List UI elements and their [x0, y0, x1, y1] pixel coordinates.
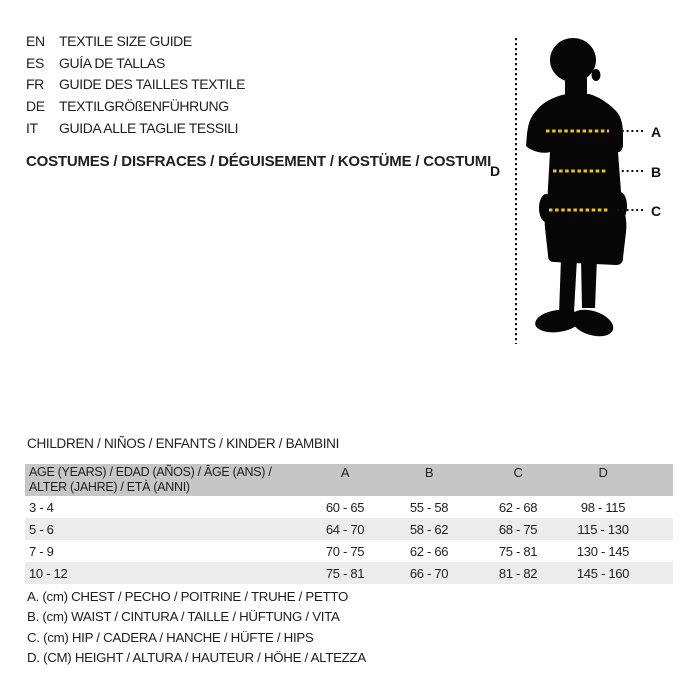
height-cell: 98 - 115: [580, 499, 626, 515]
list-item: [26, 53, 245, 75]
legend-height: D. (CM) HEIGHT / ALTURA / HAUTEUR / HÖHE / ALTEZZA: [27, 650, 366, 666]
chest-cell: 64 - 70: [325, 521, 365, 537]
left-leg: [559, 258, 577, 314]
size-table-header-row: [25, 464, 673, 496]
child-silhouette-diagram: [470, 18, 700, 352]
waist-cell: 55 - 58: [409, 499, 449, 515]
category-title: COSTUMES / DISFRACES / DÉGUISEMENT / KOSTÜME / COSTUMI: [26, 153, 492, 170]
age-column-header: [25, 464, 305, 496]
height-cell: 130 - 145: [576, 543, 630, 559]
list-item: [26, 96, 245, 118]
chest-cell: 60 - 65: [325, 499, 365, 515]
language-code: EN: [26, 33, 45, 49]
table-row: [25, 518, 673, 540]
age-header-line1: AGE (YEARS) / EDAD (AÑOS) / ÂGE (ANS) /: [29, 465, 272, 479]
age-cell: 7 - 9: [29, 543, 54, 559]
column-header-d: D: [598, 465, 608, 480]
right-leg: [581, 258, 597, 308]
guide-title: TEXTILE SIZE GUIDE: [59, 33, 192, 49]
table-row: [25, 496, 673, 518]
age-header-line2: ALTER (JAHRE) / ETÀ (ANNI): [29, 480, 190, 495]
waist-cell: 58 - 62: [409, 521, 449, 537]
language-guide-list: [26, 31, 245, 140]
height-label: D: [490, 163, 500, 179]
language-code: FR: [26, 76, 44, 93]
column-header-a: A: [340, 465, 350, 480]
chest-label: A: [651, 124, 661, 140]
hip-label: C: [651, 203, 661, 219]
height-cell: 115 - 130: [577, 521, 629, 537]
list-item: [26, 31, 245, 53]
right-shoe: [567, 305, 616, 341]
list-item: [26, 74, 245, 96]
guide-title: GUIDA ALLE TAGLIE TESSILI: [59, 119, 239, 136]
measurement-diagram: [470, 18, 700, 352]
legend-hip: C. (cm) HIP / CADERA / HANCHE / HÜFTE / HIPS: [27, 629, 314, 645]
hip-cell: 62 - 68: [498, 499, 538, 515]
ear: [592, 69, 601, 81]
list-item: [26, 118, 245, 140]
size-table: [25, 464, 673, 584]
guide-title: GUIDE DES TAILLES TEXTILE: [59, 76, 246, 93]
language-code: IT: [26, 119, 38, 136]
shorts: [545, 205, 627, 265]
guide-title: GUÍA DE TALLAS: [59, 54, 165, 71]
language-code: ES: [26, 54, 44, 71]
legend-waist: B. (cm) WAIST / CINTURA / TAILLE / HÜFTUNG / VITA: [27, 609, 340, 625]
age-cell: 5 - 6: [29, 521, 54, 537]
chest-cell: 70 - 75: [325, 543, 365, 559]
guide-title: TEXTILGRÖßENFÜHRUNG: [59, 98, 229, 115]
waist-label: B: [651, 164, 661, 180]
children-section-title: CHILDREN / NIÑOS / ENFANTS / KINDER / BAMBINI: [27, 436, 340, 451]
column-header-b: B: [424, 465, 434, 480]
table-row: [25, 540, 673, 562]
hip-cell: 68 - 75: [498, 521, 538, 537]
measurement-legend: [27, 587, 366, 669]
column-header-c: C: [513, 465, 523, 480]
hip-cell: 81 - 82: [498, 565, 538, 581]
waist-cell: 62 - 66: [409, 543, 449, 559]
table-row: [25, 562, 673, 584]
child-silhouette: [526, 38, 627, 341]
height-cell: 145 - 160: [576, 565, 630, 581]
hip-cell: 75 - 81: [498, 543, 538, 559]
age-cell: 10 - 12: [29, 565, 68, 581]
chest-cell: 75 - 81: [325, 565, 365, 581]
torso: [526, 94, 623, 205]
language-code: DE: [26, 98, 45, 115]
legend-chest: A. (cm) CHEST / PECHO / POITRINE / TRUHE / PETTO: [27, 589, 349, 604]
waist-cell: 66 - 70: [409, 565, 449, 581]
age-cell: 3 - 4: [29, 499, 54, 515]
